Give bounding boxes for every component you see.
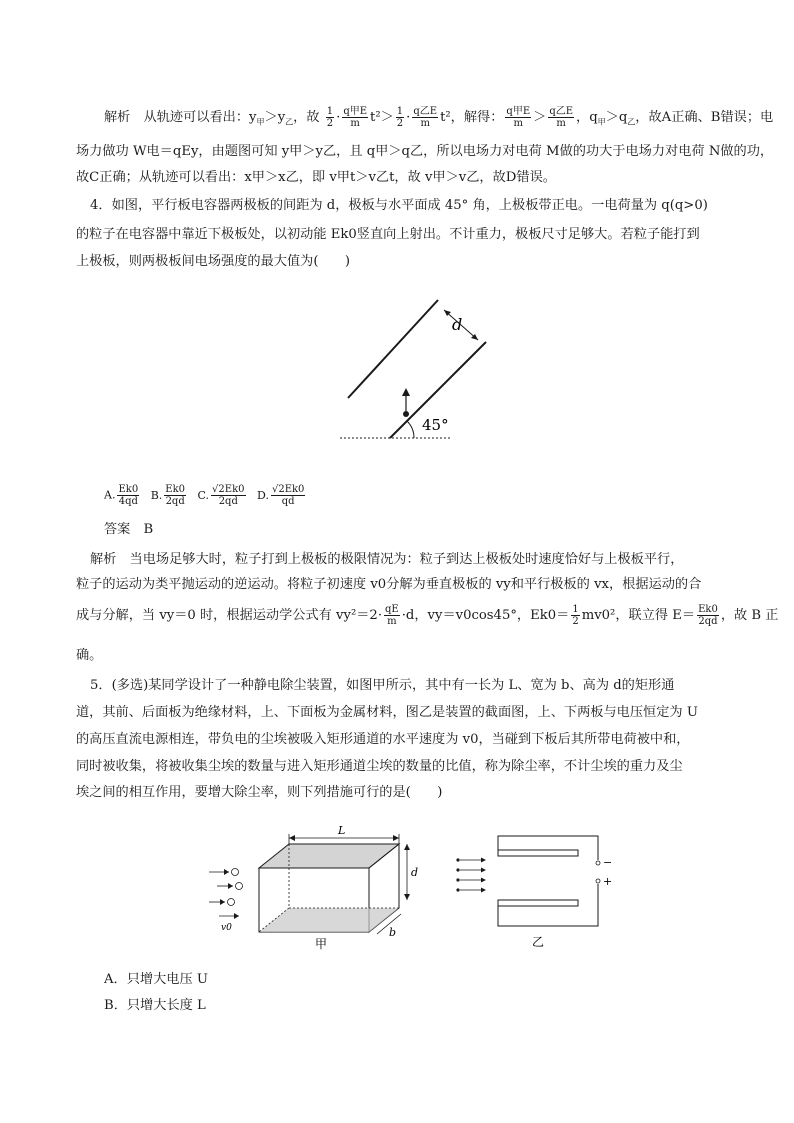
q4-analysis-line4: 确。 [76, 648, 103, 663]
option-c-label: C. [197, 488, 210, 502]
fraction: $\frac{1}{2}$ [572, 604, 579, 627]
d-label: d [411, 866, 419, 879]
text-fragment: ，故A正确、B错误；电 [635, 110, 774, 125]
arrowhead-icon [224, 869, 229, 875]
arrowhead-icon [393, 835, 399, 841]
q4-options [104, 484, 722, 507]
option-d-label: D. [257, 488, 269, 502]
fraction: $\frac{qE}{m}$ [385, 604, 399, 627]
arrowhead-icon [228, 883, 233, 889]
fraction: $\frac{√2Ek0}{2qd}$ [212, 484, 245, 507]
particle-stream [456, 858, 486, 893]
option-b-label: B. [150, 488, 163, 502]
minus-label: − [603, 856, 613, 869]
fraction: $\frac{1}{2}$ [326, 106, 334, 129]
plus-label: + [603, 875, 613, 888]
arrowhead-icon [289, 835, 295, 841]
dust-particle [228, 899, 235, 906]
text-fragment: ，故 B 正 [720, 608, 779, 623]
box-bottom-face [259, 908, 399, 932]
upper-plate [498, 850, 578, 856]
q3-analysis-line1: 解析 从轨迹可以看出：$y_甲>y_乙$，故 $\frac{1}{2}$ · $\frac{\text{q甲E}}{m}$ t²＞ $\frac{1}{2}$ · $\frac{\text{q乙E}}{m}$ t²，解得： $\frac{\text{q甲E}}{m}$ ＞ $\frac{\text{q乙E}}{m}$ ，$q_甲>q_乙$，故A正确、B错误；电 [104, 106, 774, 129]
option-a-label: A. [104, 488, 116, 502]
fraction: $\frac{\text{q乙E}}{m}$ [413, 106, 438, 129]
text-fragment: 解析 从轨迹可以看出：y [104, 110, 257, 125]
text-fragment: ·d，vy＝v0cos45°，Ek0＝ [401, 608, 570, 623]
v0-label: v0 [221, 923, 232, 933]
text-fragment: ，解得： [450, 110, 504, 125]
dust-particle [232, 869, 239, 876]
q4-stem-line2: 的粒子在电容器中靠近下极板处，以初动能 Ek0竖直向上射出。不计重力，极板尺寸足够大。若粒子能打到 [76, 227, 700, 242]
channel-figure-jia [205, 822, 425, 952]
terminal-minus [596, 861, 600, 865]
q5-stem-line1: 5．(多选)某同学设计了一种静电除尘装置，如图甲所示，其中有一长为 L、宽为 b、高为 d的矩形通 [90, 678, 675, 693]
arrowhead-icon [402, 388, 410, 396]
cross-section-figure-yi [448, 830, 628, 952]
q5-option-b: B．只增大长度 L [104, 998, 206, 1013]
text-fragment: ，q [576, 110, 598, 125]
text-fragment: ，故 [293, 110, 320, 125]
b-label: b [389, 926, 397, 939]
upper-plate [348, 300, 438, 398]
text-fragment: 成与分解，当 vy＝0 时，根据运动学公式有 vy²＝2· [76, 608, 383, 623]
text-fragment: ＞q [605, 110, 628, 125]
q3-analysis-line3: 故C正确；从轨迹可以看出：x甲＞x乙，即 v甲t＞v乙t，故 v甲＞v乙，故D错误。 [76, 170, 556, 185]
arrowhead-icon [404, 844, 410, 850]
dust-particle [236, 883, 243, 890]
angle-label: 45° [422, 416, 449, 434]
L-label: L [338, 824, 346, 837]
q4-answer: 答案 B [104, 522, 154, 537]
lower-plate [498, 900, 578, 906]
angle-arc [407, 421, 414, 438]
fraction: $\frac{Ek0}{2qd}$ [698, 604, 718, 627]
fraction: $\frac{\text{q甲E}}{m}$ [506, 106, 531, 129]
fraction: $\frac{\text{q甲E}}{m}$ [343, 106, 368, 129]
terminal-plus [596, 879, 600, 883]
figure-caption-jia: 甲 [315, 937, 328, 951]
arrowhead-icon [234, 913, 239, 919]
q5-stem-line3: 的高压直流电源相连，带负电的尘埃被吸入矩形通道的水平速度为 v0，当碰到下板后其所带电荷被中和， [76, 732, 690, 747]
figure-caption-yi: 乙 [532, 935, 545, 949]
q5-stem-line4: 同时被收集，将被收集尘埃的数量与进入矩形通道尘埃的数量的比值，称为除尘率，不计尘埃的重力及尘 [76, 759, 683, 774]
fraction: $\frac{\text{q乙E}}{m}$ [549, 106, 574, 129]
d-label: d [452, 315, 463, 334]
fraction: $\frac{√2Ek0}{qd}$ [271, 484, 305, 507]
box-top-face [259, 844, 399, 868]
q5-stem-line2: 道，其前、后面板为绝缘材料，上、下面板为金属材料，图乙是装置的截面图，上、下两板与电压恒定为 U [76, 705, 698, 720]
capacitor-figure [330, 290, 500, 450]
q4-analysis-line3 [76, 604, 779, 627]
arrowhead-icon [220, 899, 225, 905]
fraction: $\frac{Ek0}{2qd}$ [165, 484, 186, 507]
q4-analysis-line2: 粒子的运动为类平抛运动的逆运动。将粒子初速度 v0分解为垂直极板的 vy和平行极板的 vx，根据运动的合 [76, 577, 702, 592]
q3-analysis-line2: 场力做功 W电＝qEy，由题图可知 y甲＞y乙，且 q甲＞q乙，所以电场力对电荷 M做的功大于电场力对电荷 N做的功， [76, 144, 774, 159]
q5-stem-line5: 埃之间的相互作用，要增大除尘率，则下列措施可行的是( ) [76, 785, 443, 800]
text-fragment: ＞y [264, 110, 286, 125]
arrowhead-icon [404, 894, 410, 900]
fraction: $\frac{Ek0}{4qd}$ [118, 484, 139, 507]
q4-analysis-line1: 解析 当电场足够大时，粒子打到上极板的极限情况为：粒子到达上极板处时速度恰好与上极板平行， [90, 552, 684, 567]
q5-option-a: A．只增大电压 U [104, 972, 208, 987]
q4-stem-line1: 4．如图，平行板电容器两极板的间距为 d，极板与水平面成 45° 角，上极板带正电。一电荷量为 q(q>0) [90, 198, 708, 213]
q4-stem-line3: 上极板，则两极板间电场强度的最大值为( ) [76, 254, 351, 269]
fraction: $\frac{1}{2}$ [396, 106, 404, 129]
text-fragment: mv0²，联立得 E＝ [581, 608, 696, 623]
